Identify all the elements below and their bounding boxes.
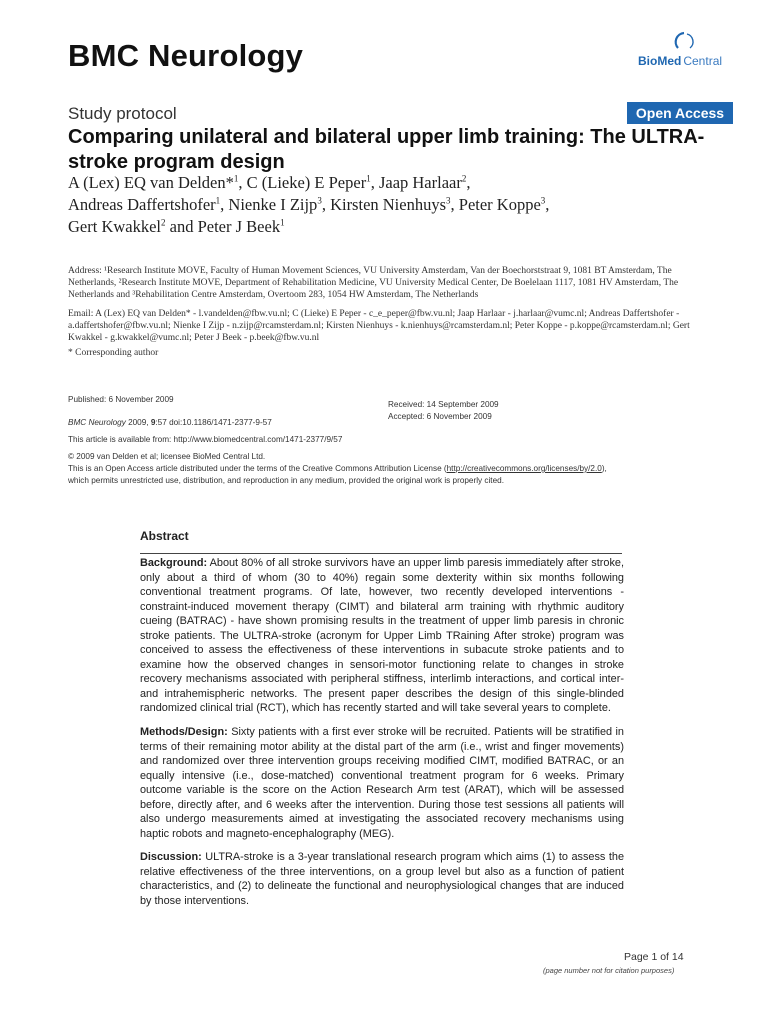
affiliation-marker: 1 [215, 195, 221, 206]
license-link[interactable]: http://creativecommons.org/licenses/by/2.0 [446, 464, 602, 473]
article-url[interactable]: This article is available from: http://www.biomedcentral.com/1471-2377/9/57 [68, 435, 343, 444]
author: Gert Kwakkel [68, 217, 162, 236]
affiliation-marker: 2 [161, 217, 166, 228]
page-number: Page 1 of 14 [624, 951, 684, 963]
background-label: Background: [140, 557, 208, 569]
affiliation-marker: 1 [280, 217, 285, 228]
author: , Peter Koppe [450, 195, 541, 214]
author: and Peter J Beek [165, 217, 281, 236]
license-notice [68, 463, 708, 474]
citation-year: 2009, [125, 418, 151, 427]
citation-volume: 9 [150, 418, 156, 427]
article-title: Comparing unilateral and bilateral upper limb training: The ULTRA-stroke program design [68, 126, 705, 173]
author: A (Lex) EQ van Delden* [68, 173, 234, 192]
affiliations: Address: ¹Research Institute MOVE, Faculty of Human Movement Sciences, VU University Amsterdam, Van der Boechorststraat 9, 1081 BT Amsterdam, The Netherlands, ²Research Institute MOVE, Department of Rehabilitation Medicine, VU University Medical Center, De Boelelaan 1117, 1081 HV Amsterdam, The Netherlands and ³Rehabilitation Centre Amsterdam, Overtoom 283, 1054 HW Amsterdam, The Netherlands [68, 266, 679, 300]
abstract-divider [140, 553, 622, 554]
affiliation-marker: 2 [461, 173, 467, 184]
corresponding-author-note: * Corresponding author [68, 348, 159, 358]
abstract-background [140, 556, 624, 716]
journal-title: BMC Neurology [68, 38, 304, 73]
published-date: Published: 6 November 2009 [68, 395, 174, 404]
logo-text-central: Central [683, 54, 723, 68]
received-date: Received: 14 September 2009 [388, 400, 499, 409]
page-number-note: (page number not for citation purposes) [543, 966, 675, 975]
biomed-central-logo [636, 30, 736, 70]
author: , Kirsten Nienhuys [321, 195, 447, 214]
abstract-discussion [140, 850, 624, 908]
discussion-text: ULTRA-stroke is a 3-year translational research program which aims (1) to assess the relative effectiveness of the three interventions, on a group level but also as a function of patient characteristics, and (2) to delineate the functional and neurophysiological changes that are induced by those interventions. [140, 851, 624, 907]
author: , Nienke I Zijp [220, 195, 318, 214]
author-emails: Email: A (Lex) EQ van Delden* - l.vandelden@fbw.vu.nl; C (Lieke) E Peper - c_e_peper@fbw.vu.nl; Jaap Harlaar - j.harlaar@vumc.nl; Andreas Daffertshofer - a.daffertshofer@fbw.vu.nl; Nienke I Zijp - n.zijp@rcamsterdam.nl; Kirsten Nienhuys - k.nienhuys@rcamsterdam.nl; Peter Koppe - p.koppe@rcamsterdam.nl; Gert Kwakkel - g.kwakkel@vumc.nl; Peter J Beek - p.beek@fbw.vu.nl [68, 309, 690, 343]
author: Andreas Daffertshofer [68, 195, 216, 214]
author: , C (Lieke) E Peper [238, 173, 367, 192]
logo-text-biomed: BioMed [638, 54, 682, 68]
methods-label: Methods/Design: [140, 726, 228, 738]
biomed-logo-icon [670, 30, 700, 54]
methods-text: Sixty patients with a first ever stroke will be recruited. Patients will be stratified in terms of their remaining motor ability at the distal part of the arm (i.e., wrist and finger movements) and randomized over three intervention groups receiving modified CIMT, modified BATRAC, or an equally intensive (i.e., dose-matched) conventional treatment program for 6 weeks. Primary outcome variable is the score on the Action Research Arm test (ARAT), which will be assessed before, directly after, and 6 weeks after the intervention. During those test sessions all patients will also undergo measurements aimed at investigating the associated recovery mechanisms using haptic robots and magneto-encephalography (MEG). [140, 726, 624, 840]
article-type: Study protocol [68, 104, 177, 123]
license-text-end: ), [601, 464, 607, 473]
background-text: About 80% of all stroke survivors have an upper limb paresis immediately after stroke, only about a third of whom (30 to 40%) regain some dexterity within six months following conventional treatment programs. Of late, however, two recently developed interventions - constraint-induced movement therapy (CIMT) and bilateral arm training with rhythmic auditory cueing (BATRAC) - have shown promising results in the treatment of upper limb paresis in chronic stroke patients. The ULTRA-stroke (acronym for Upper Limb TRaining After stroke) program was conceived to assess the effectiveness of these interventions in subacute stroke patients and to examine how the observed changes in sensori-motor functioning relate to changes in stroke recovery mechanisms associated with peripheral stiffness, interlimb interactions, and cortical inter- and intrahemispheric networks. The present paper describes the design of this single-blinded randomized clinical trial (RCT), which has recently started and will take several years to complete. [140, 557, 624, 714]
discussion-label: Discussion: [140, 851, 202, 863]
open-access-badge: Open Access [627, 102, 733, 124]
author-list: A (Lex) EQ van Delden*$^1$, C (Lieke) E Peper$^1$, Jaap Harlaar$^2$, Andreas Daffertshofer$^1$, Nienke I Zijp$^3$, Kirsten Nienhuys$^3$, Peter Koppe$^3$, Gert Kwakkel$^2$ and Peter J Beek$^1$ [68, 173, 550, 236]
copyright-notice: © 2009 van Delden et al; licensee BioMed Central Ltd. [68, 452, 266, 461]
citation-doi: :57 doi:10.1186/1471-2377-9-57 [155, 418, 272, 427]
affiliation-marker: 1 [233, 173, 239, 184]
citation [68, 417, 272, 428]
abstract-methods [140, 725, 624, 841]
accepted-date: Accepted: 6 November 2009 [388, 412, 492, 421]
license-notice-line2: which permits unrestricted use, distribution, and reproduction in any medium, provided the original work is properly cited. [68, 476, 504, 485]
affiliation-marker: 1 [366, 173, 371, 184]
abstract-heading: Abstract [140, 529, 189, 543]
license-text: This is an Open Access article distributed under the terms of the Creative Commons Attribution License ( [68, 464, 447, 473]
affiliation-marker: 3 [317, 195, 322, 206]
citation-journal: BMC Neurology [68, 418, 126, 427]
author: , Jaap Harlaar [370, 173, 462, 192]
affiliation-marker: 3 [446, 195, 451, 206]
affiliation-marker: 3 [540, 195, 546, 206]
